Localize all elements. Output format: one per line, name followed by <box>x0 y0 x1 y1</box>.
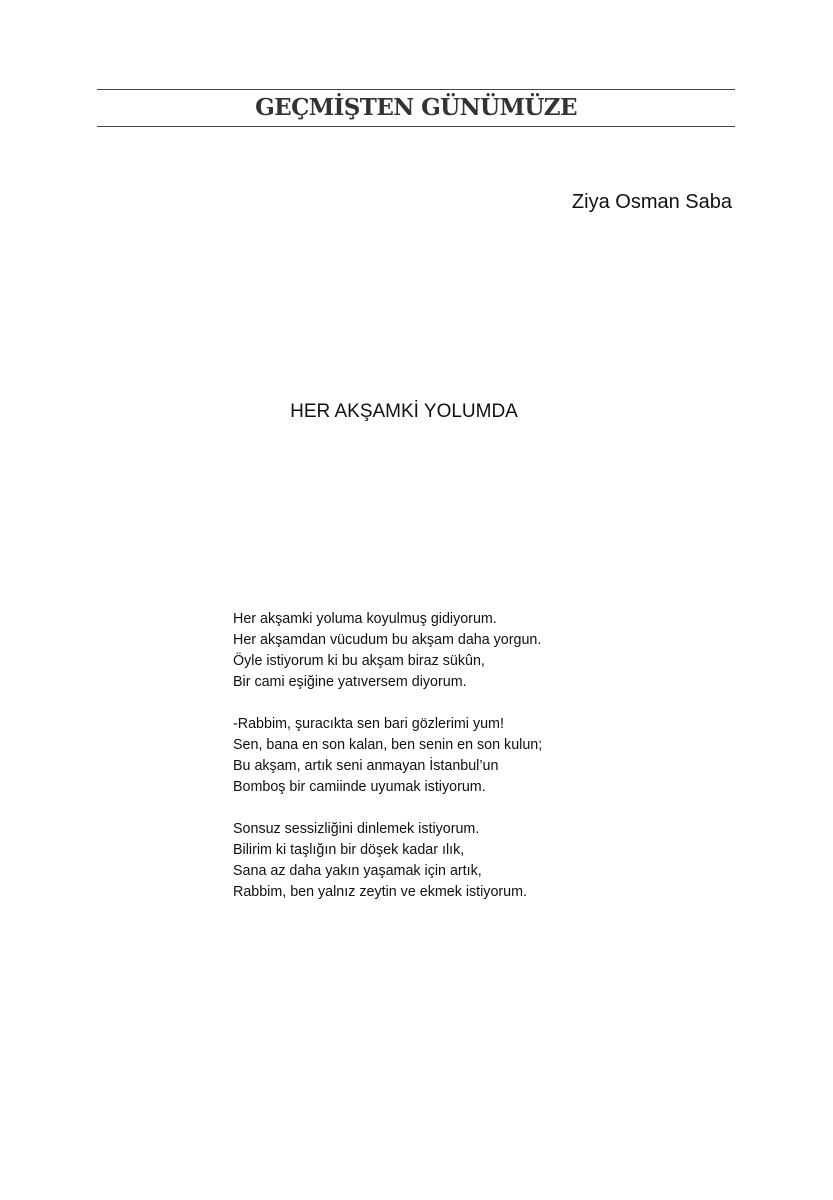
poem-stanza-1 <box>233 609 542 693</box>
section-title: GEÇMİŞTEN GÜNÜMÜZE <box>255 94 577 121</box>
header-bottom-rule <box>97 126 735 127</box>
poem-title: HER AKŞAMKİ YOLUMDA <box>290 401 518 422</box>
poem-line: Sonsuz sessizliğini dinlemek istiyorum. <box>233 821 480 837</box>
author-name: Ziya Osman Saba <box>571 191 732 213</box>
poem-line: Rabbim, ben yalnız zeytin ve ekmek istiyorum. <box>233 884 527 900</box>
poem-stanza-2 <box>233 714 542 798</box>
header-top-rule <box>97 89 735 90</box>
poem-line: -Rabbim, şuracıkta sen bari gözlerimi yum! <box>233 716 504 732</box>
poem-line: Sana az daha yakın yaşamak için artık, <box>233 863 482 879</box>
poem-line: Bu akşam, artık seni anmayan İstanbul’un <box>233 758 499 774</box>
poem-line: Her akşamdan vücudum bu akşam daha yorgun. <box>233 632 542 648</box>
poem-stanza-3 <box>233 819 542 903</box>
poem-line: Sen, bana en son kalan, ben senin en son kulun; <box>233 737 543 753</box>
poem-line: Bilirim ki taşlığın bir döşek kadar ılık, <box>233 842 465 858</box>
poem-line: Öyle istiyorum ki bu akşam biraz sükûn, <box>233 653 485 669</box>
poem-line: Bir cami eşiğine yatıversem diyorum. <box>233 674 467 690</box>
poem-line: Her akşamki yoluma koyulmuş gidiyorum. <box>233 611 497 627</box>
poem-body <box>233 609 542 924</box>
poem-line: Bomboş bir camiinde uyumak istiyorum. <box>233 779 486 795</box>
